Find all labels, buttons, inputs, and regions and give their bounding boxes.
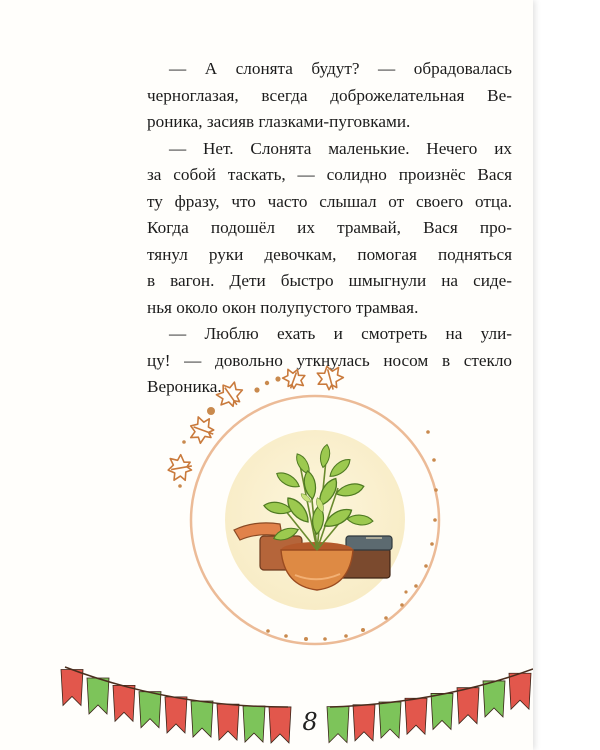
paragraph-1: [147, 56, 512, 136]
text-line: черноглазая, всегда доброжелательная Ве-: [147, 85, 512, 105]
text-line: Когда подошёл их трамвай, Вася про-: [147, 218, 512, 237]
text-line: тянул руки девочкам, помогая подняться: [147, 244, 512, 264]
bunting-flag: [379, 702, 401, 738]
plant-medallion-illustration: [160, 360, 470, 650]
text-line: цу! — довольно уткнулась носом в стекло: [147, 350, 512, 370]
text-line: — Нет. Слонята маленькие. Нечего их: [169, 138, 512, 158]
bunting-flag: [61, 669, 83, 705]
paragraph-2: [147, 136, 512, 322]
bunting-flag: [165, 697, 187, 733]
bunting-flag: [483, 681, 505, 717]
bunting-flag: [113, 685, 135, 721]
bunting-flag: [87, 678, 109, 714]
bunting-garland: [0, 655, 533, 750]
bunting-flag: [431, 693, 453, 729]
bunting-flag: [243, 706, 265, 742]
bunting-flag: [509, 673, 531, 709]
bunting-flag: [191, 701, 213, 737]
maple-leaf-icon: [166, 453, 194, 483]
bunting-flag: [139, 692, 161, 728]
maple-leaf-icon: [314, 363, 345, 393]
page-number: 8: [302, 708, 318, 736]
text-line: в вагон. Дети быстро шмыгнули на сиде-: [147, 271, 512, 290]
text-line: — А слонята будут? — обрадовалась: [169, 59, 512, 78]
text-line: за собой таскать, — солидно произнёс Вася: [147, 165, 512, 184]
text-line: Вероника.: [147, 377, 222, 396]
maple-leaf-icon: [212, 378, 247, 413]
maple-leaf-icon: [280, 366, 308, 392]
bunting-flag: [217, 704, 239, 740]
text-line: роника, засияв глазками-пуговками.: [147, 112, 411, 131]
maple-leaf-icon: [186, 414, 217, 447]
story-text: [147, 56, 512, 401]
text-line: нья около окон полупустого трамвая.: [147, 297, 419, 317]
text-line: — Люблю ехать и смотреть на ули-: [169, 324, 512, 343]
bunting-flag: [405, 698, 427, 734]
bunting-flag: [457, 688, 479, 724]
bunting-flag: [353, 705, 375, 741]
bunting-flag: [269, 707, 291, 743]
bunting-flag: [327, 707, 349, 743]
text-line: ту фразу, что часто слышал от своего отца.: [147, 191, 512, 211]
